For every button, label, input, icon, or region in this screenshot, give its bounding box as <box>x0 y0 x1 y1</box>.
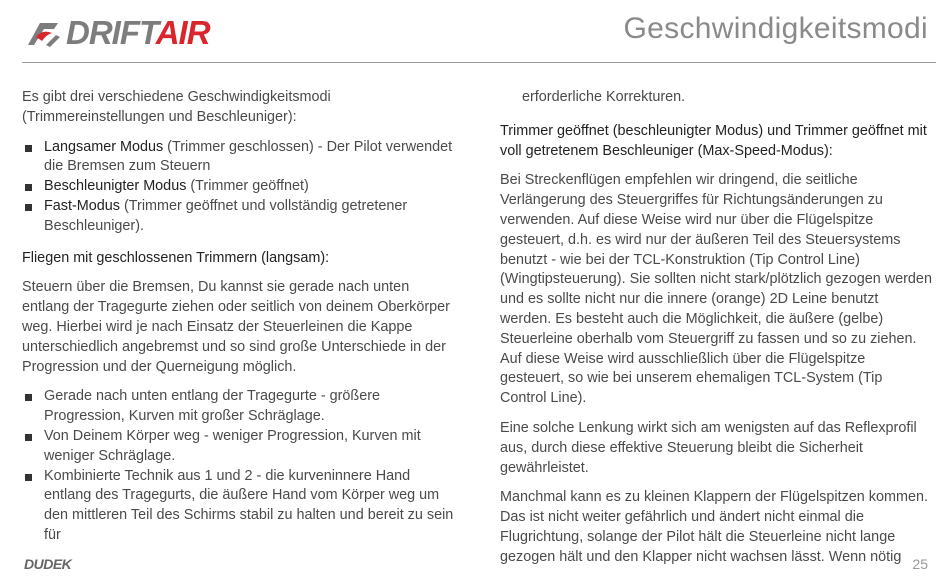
page-number: 25 <box>912 556 928 572</box>
section-heading-slow: Fliegen mit geschlossenen Trimmern (langsam): <box>22 249 330 266</box>
dudek-logo-text: DUDEK <box>24 556 72 572</box>
section-heading-accelerated: Trimmer geöffnet (beschleunigter Modus) und Trimmer geöffnet mit voll getretenem Beschleuniger (Max-Speed-Modus): <box>500 122 927 159</box>
logo-text-drift: DRIFT <box>66 14 156 51</box>
left-column <box>22 88 454 558</box>
mode-desc: (Trimmer geöffnet) <box>186 178 309 195</box>
list-item <box>22 197 454 237</box>
tip-collapse-paragraph: Manchmal kann es zu kleinen Klappern der Flügelspitzen kommen. Das ist nicht weiter gefährlich und ändert nicht einmal die Flugrichtung, solange der Pilot hält die Steuerleine nicht lange gezogen hält und den Klapper nicht wachsen lässt. Wenn nötig <box>500 489 928 565</box>
list-item <box>22 177 454 197</box>
driftair-logo-icon <box>22 15 62 51</box>
list-item: Kombinierte Technik aus 1 und 2 - die kurveninnere Hand entlang des Tragegurts, die äußere Hand vom Körper weg um den mittleren Teil des Schirms stabil zu halten und bereit zu sein für <box>22 467 454 546</box>
dudek-logo <box>22 556 94 572</box>
intro-paragraph: Es gibt drei verschiedene Geschwindigkeitsmodi (Trimmereinstellungen und Beschleuniger): <box>22 89 331 125</box>
technique-list <box>22 387 454 545</box>
accelerated-paragraph: Bei Streckenflügen empfehlen wir dringend, die seitliche Verlängerung des Steuergriffes für Richtungsänderungen zu verwenden. Auf diese Weise wird nur über die Flügelspitze gesteuert, d.h. es wird nur der äußeren Teil des Steuersystems benutzt - wie bei der TCL-Konstruktion (Tip Control Line) (Wingtipsteuerung). Sie sollten nicht stark/plötzlich gezogen werden und es sollte nicht nur die innere (orange) 2D Leine benutzt werden. Es besteht auch die Möglichkeit, die äußere (gelbe) Steuerleine oberhalb vom Steuergriff zu fassen und so zu ziehen. Auf diese Weise wird ausschließlich über die Flügelspitze gesteuert, so wie bei unserem ehemaligen TCL-System (Tip Control Line). <box>500 172 932 407</box>
list-item: Gerade nach unten entlang der Tragegurte - größere Progression, Kurven mit großer Schräglage. <box>22 387 454 427</box>
continuation-text: erforderliche Korrekturen. <box>522 89 686 105</box>
page-header <box>0 0 950 64</box>
list-item: Von Deinem Körper weg - weniger Progression, Kurven mit weniger Schräglage. <box>22 427 454 467</box>
logo-text-air: AIR <box>155 14 210 51</box>
list-item <box>22 138 454 178</box>
right-column <box>500 88 932 576</box>
mode-desc: (Trimmer geöffnet und vollständig getretener Beschleuniger). <box>44 197 408 234</box>
mode-desc: (Trimmer geschlossen) - Der Pilot verwendet die Bremsen zum Steuern <box>44 138 453 175</box>
driftair-logo <box>22 13 210 53</box>
page-title: Geschwindigkeitsmodi <box>623 12 928 45</box>
mode-name: Langsamer Modus <box>44 138 164 155</box>
mode-name: Fast-Modus <box>44 197 120 214</box>
header-divider <box>22 62 936 63</box>
speed-modes-list <box>22 138 454 237</box>
reflex-paragraph: Eine solche Lenkung wirkt sich am wenigsten auf das Reflexprofil aus, durch diese effektive Steuerung bleibt die Sicherheit gewährleistet. <box>500 419 917 476</box>
slow-mode-paragraph: Steuern über die Bremsen, Du kannst sie gerade nach unten entlang der Tragegurte ziehen oder seitlich von deinem Oberkörper weg. Hierbei wird je nach Einsatz der Steuerleinen die Kappe unterschiedlich angebremst und so sind große Unterschiede in der Progression und der Querneigung möglich. <box>22 279 450 375</box>
mode-name: Beschleunigter Modus <box>44 178 187 195</box>
